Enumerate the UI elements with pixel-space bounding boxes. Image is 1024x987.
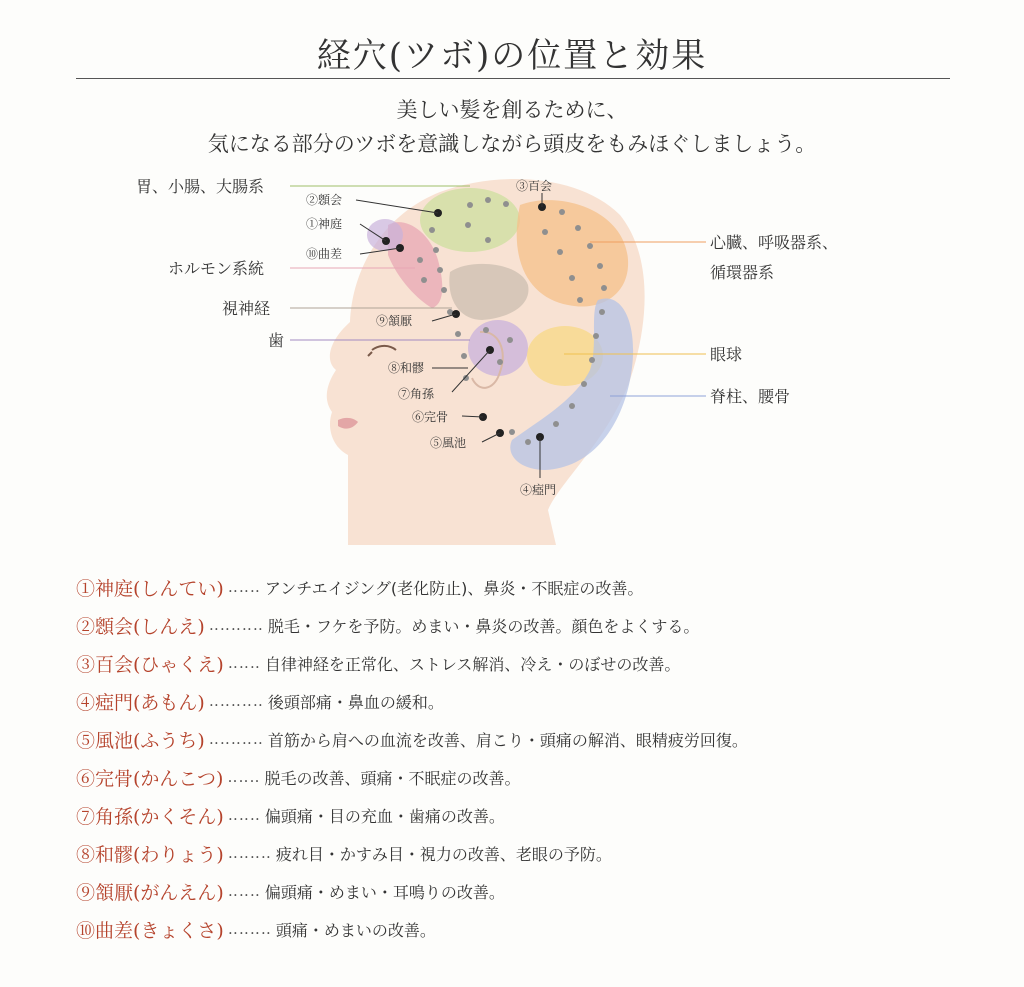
point-label-6: ⑥完骨: [412, 410, 449, 424]
list-item: [76, 758, 1016, 796]
acupoint-effect: 後頭部痛・鼻血の緩和。: [267, 692, 444, 712]
leader-dots: ‥‥‥‥‥: [208, 616, 264, 634]
acupoint-effect: 疲れ目・かすみ目・視力の改善、老眼の予防。: [275, 844, 612, 864]
subtitle-line-1: 美しい髪を創るために、: [396, 98, 628, 122]
leader-dots: ‥‥‥: [227, 882, 261, 900]
acupoint-name: ⑩曲差(きょくさ): [76, 919, 224, 942]
acupoint-name: ⑤風池(ふうち): [76, 729, 205, 752]
acupoint-name: ③百会(ひゃくえ): [76, 653, 224, 676]
label-heart-line-1: 心臓、呼吸器系、: [710, 233, 839, 252]
acupoint-name: ⑦角孫(かくそん): [76, 805, 224, 828]
subtitle-line-2: 気になる部分のツボを意識しながら頭皮をもみほぐしましょう。: [207, 132, 817, 156]
leader-dots: ‥‥‥‥‥: [208, 730, 264, 748]
acupoint-effect: 偏頭痛・めまい・耳鳴りの改善。: [264, 882, 505, 902]
list-item: [76, 834, 1016, 872]
point-label-5: ⑤風池: [430, 436, 467, 450]
title-rule: [76, 78, 950, 79]
list-item: [76, 872, 1016, 910]
label-hormone: ホルモン系統: [168, 259, 265, 278]
list-item: [76, 682, 1016, 720]
list-item: [76, 720, 1016, 758]
point-label-10: ⑩曲差: [306, 247, 343, 261]
acupoint-name: ⑧和髎(わりょう): [76, 843, 224, 866]
label-eyeball: 眼球: [710, 345, 743, 364]
acupoint-name: ④瘂門(あもん): [76, 691, 205, 714]
acupoint-effect: 自律神経を正常化、ストレス解消、冷え・のぼせの改善。: [264, 654, 681, 674]
point-label-8: ⑧和髎: [388, 361, 425, 375]
region-green: [420, 188, 520, 252]
list-item: [76, 568, 1016, 606]
label-teeth: 歯: [268, 331, 285, 350]
acupoint-effect: 脱毛の改善、頭痛・不眠症の改善。: [264, 768, 521, 788]
label-stomach: 胃、小腸、大腸系: [136, 177, 265, 196]
leader-dots: ‥‥‥: [227, 578, 261, 596]
leader-dots: ‥‥‥: [227, 654, 261, 672]
leader-dots: ‥‥‥‥: [227, 920, 272, 938]
page-title: 経穴(ツボ)の位置と効果: [316, 36, 708, 76]
point-label-1: ①神庭: [306, 217, 343, 231]
acupoint-list: [76, 568, 1016, 948]
region-lavender-ear: [468, 320, 528, 376]
acupoint-effect: 偏頭痛・目の充血・歯痛の改善。: [264, 806, 505, 826]
acupoint-name: ⑨頷厭(がんえん): [76, 881, 224, 904]
point-label-2: ②顖会: [306, 193, 343, 207]
point-label-7: ⑦角孫: [398, 387, 435, 401]
point-label-4: ④瘂門: [520, 483, 557, 497]
acupoint-name: ①神庭(しんてい): [76, 577, 224, 600]
label-heart-line-2: 循環器系: [710, 263, 775, 282]
leader-dots: ‥‥‥‥‥: [208, 692, 264, 710]
acupoint-name: ⑥完骨(かんこつ): [76, 767, 224, 790]
leader-dots: ‥‥‥: [227, 806, 261, 824]
label-spine: 脊柱、腰骨: [710, 387, 791, 406]
acupoint-effect: 頭痛・めまいの改善。: [275, 920, 436, 940]
point-label-9: ⑨頷厭: [376, 314, 413, 328]
acupoint-effect: 首筋から肩への血流を改善、肩こり・頭痛の解消、眼精疲労回復。: [267, 730, 748, 750]
acupoint-effect: 脱毛・フケを予防。めまい・鼻炎の改善。顔色をよくする。: [267, 616, 700, 636]
list-item: [76, 606, 1016, 644]
leader-dots: ‥‥‥: [227, 768, 261, 786]
head-acupoint-diagram: [0, 160, 1024, 560]
list-item: [76, 644, 1016, 682]
point-label-3: ③百会: [516, 179, 553, 193]
label-optic: 視神経: [222, 299, 271, 318]
list-item: [76, 796, 1016, 834]
acupoint-name: ②顖会(しんえ): [76, 615, 205, 638]
list-item: [76, 910, 1016, 948]
leader-dots: ‥‥‥‥: [227, 844, 272, 862]
acupoint-effect: アンチエイジング(老化防止)、鼻炎・不眠症の改善。: [264, 578, 644, 598]
